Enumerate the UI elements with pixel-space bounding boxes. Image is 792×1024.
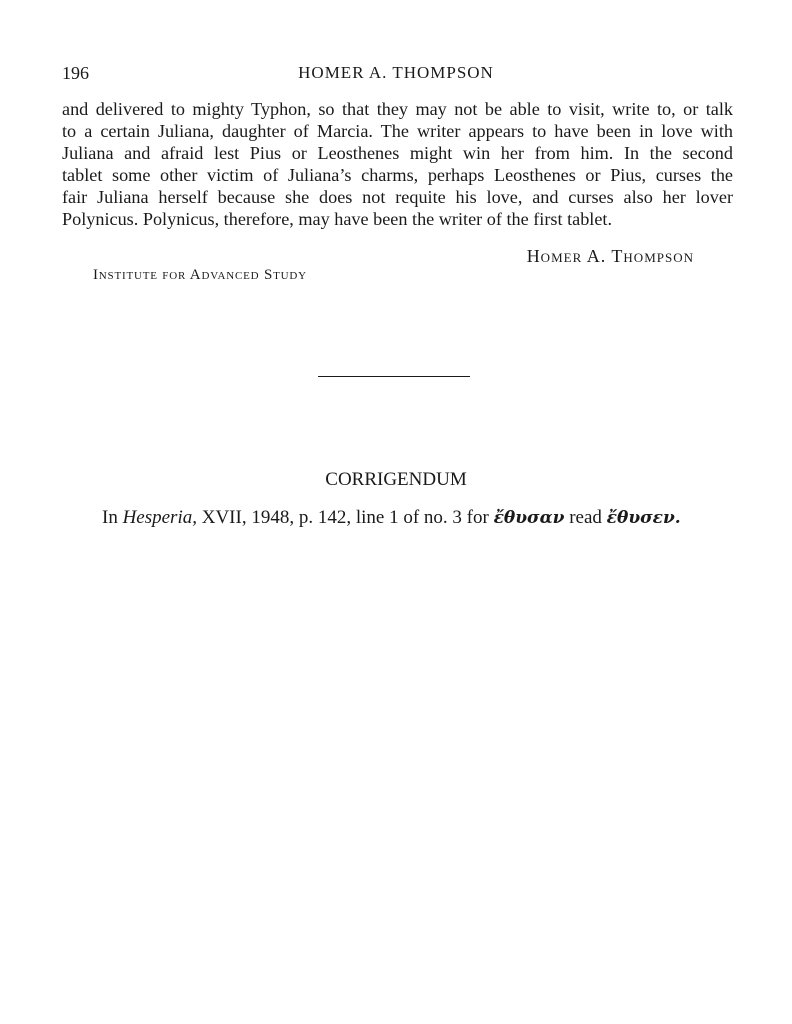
author-signature: Homer A. Thompson bbox=[526, 246, 694, 266]
running-head: HOMER A. THOMPSON bbox=[298, 63, 494, 82]
body-line: Juliana and afraid lest Pius or Leosthenes might win her from him. In the second bbox=[62, 143, 733, 163]
corrigendum-prefix: In bbox=[102, 507, 118, 528]
corrigendum-text bbox=[102, 507, 681, 529]
wrong-word: ἔθυσαν bbox=[493, 508, 565, 528]
body-line: Polynicus. Polynicus, therefore, may have been the writer of the first tablet. bbox=[62, 209, 613, 229]
body-paragraph bbox=[62, 98, 733, 230]
body-line: to a certain Juliana, daughter of Marcia. The writer appears to have been in love with bbox=[62, 121, 733, 141]
section-divider bbox=[318, 376, 470, 377]
corrigendum-heading: CORRIGENDUM bbox=[325, 469, 467, 490]
body-line: and delivered to mighty Typhon, so that they may not be able to visit, write to, or talk bbox=[62, 99, 733, 119]
citation: XVII, 1948, p. 142, line 1 of no. 3 for bbox=[201, 507, 489, 528]
journal-title: Hesperia, bbox=[122, 507, 197, 528]
author-affiliation: Institute for Advanced Study bbox=[93, 267, 307, 283]
correct-word: ἔθυσεν. bbox=[606, 508, 681, 528]
body-line: tablet some other victim of Juliana’s charms, perhaps Leosthenes or Pius, curses the bbox=[62, 165, 733, 185]
body-line: fair Juliana herself because she does not requite his love, and curses also her lover bbox=[62, 187, 733, 207]
read-label: read bbox=[569, 507, 602, 528]
page-number: 196 bbox=[62, 63, 89, 83]
